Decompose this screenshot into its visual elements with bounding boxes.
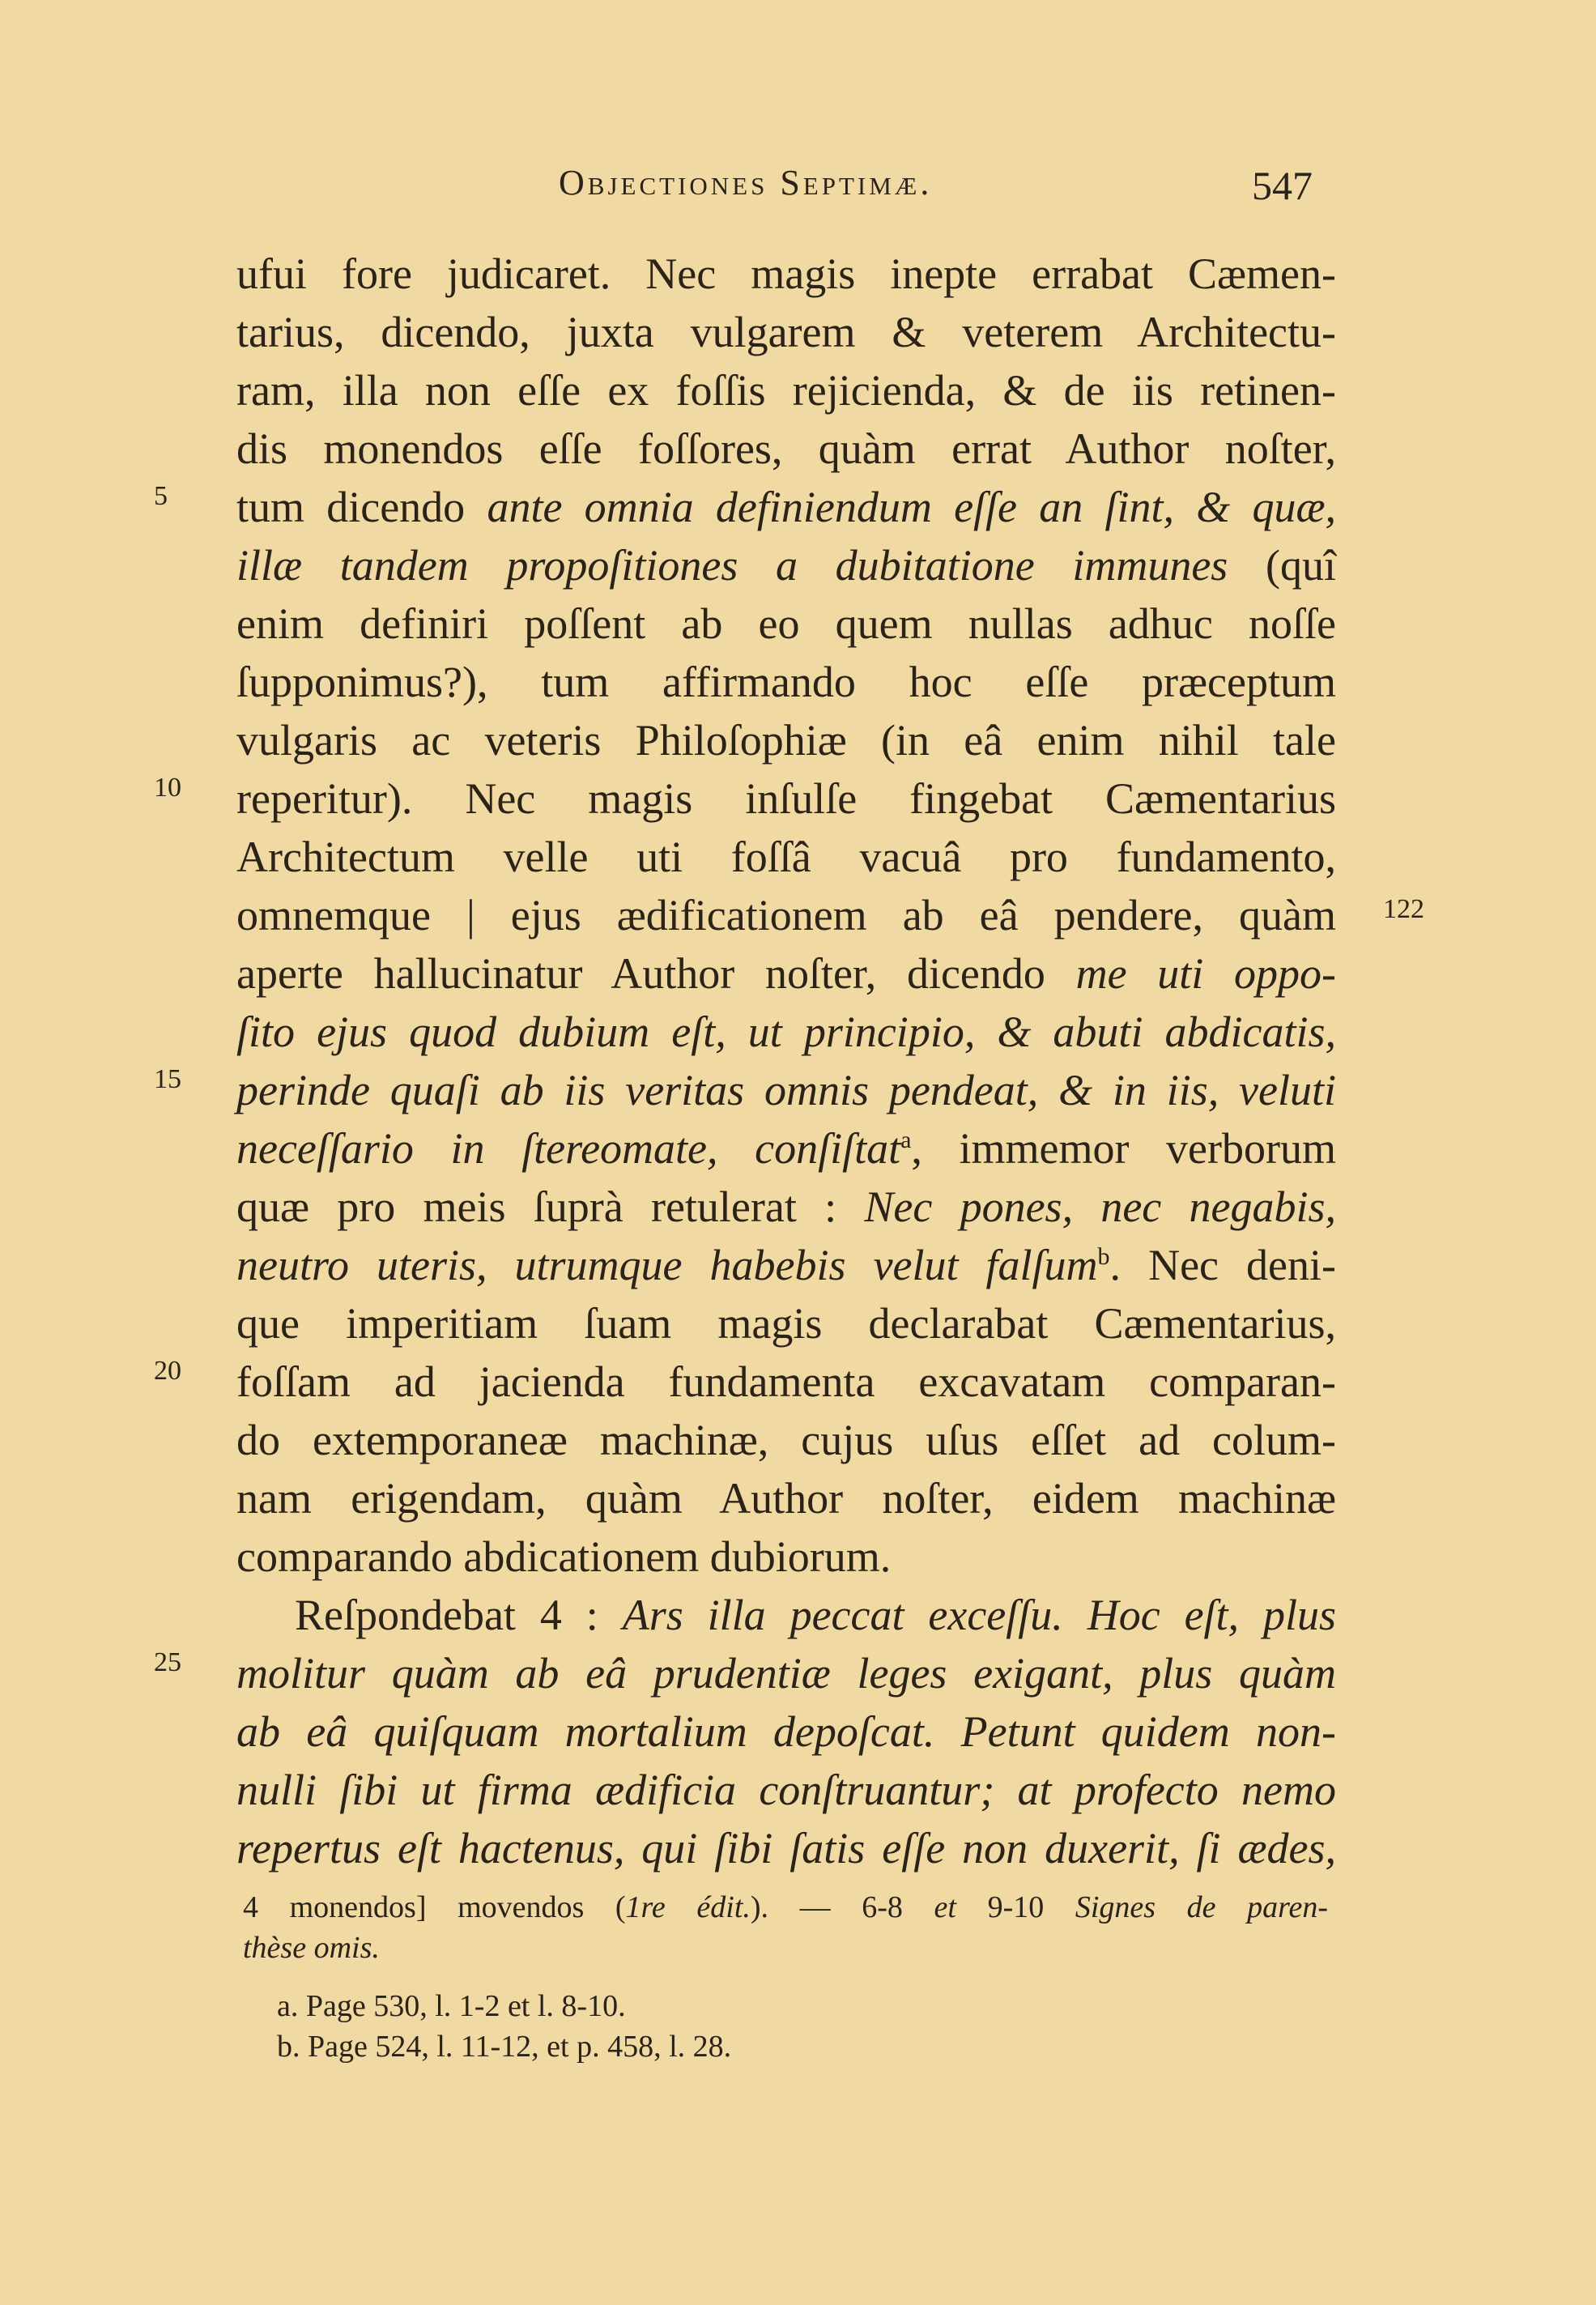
italic-run: repertus eſt hactenus, qui ſibi ſatis eſſe non duxerit, ſi ædes, <box>236 1824 1336 1873</box>
italic-run: Signes de paren- <box>1075 1890 1329 1924</box>
text-line-25 <box>236 1644 1336 1702</box>
text-run: , immemor verborum <box>911 1124 1336 1173</box>
footnote-b: b. Page 524, l. 11-12, et p. 458, l. 28. <box>277 2030 732 2064</box>
margin-reference: 122 <box>1383 894 1424 924</box>
text-run: (quî <box>1266 541 1336 590</box>
text-line-22: nam erigendam, quàm Author noſter, eidem machinæ <box>236 1474 1336 1523</box>
text-line-3: ram, illa non eſſe ex foſſis rejicienda, & de iis retinen- <box>236 366 1336 415</box>
line-number-5: 5 <box>154 481 168 511</box>
text-line-28 <box>236 1819 1336 1877</box>
italic-run: nulli ſibi ut firma ædificia conſtruantur; at profecto nemo <box>236 1766 1336 1814</box>
text-line-27 <box>236 1761 1336 1819</box>
italic-run: ſito ejus quod dubium eſt, ut principio, & abuti abdicatis, <box>236 1008 1336 1056</box>
footnote-a: a. Page 530, l. 1-2 et l. 8-10. <box>277 1989 626 2023</box>
italic-run: me uti oppo- <box>1075 949 1336 998</box>
italic-run: ab eâ quiſquam mortalium depoſcat. Petunt quidem non- <box>236 1707 1336 1756</box>
italic-run: molitur quàm ab eâ prudentiæ leges exigant, plus quàm <box>236 1649 1336 1698</box>
text-run: 9-10 <box>987 1890 1045 1924</box>
italic-run: ante omnia definiendum eſſe an ſint, & quæ, <box>487 483 1336 531</box>
text-line-26 <box>236 1702 1336 1761</box>
text-line-20: foſſam ad jacienda fundamenta excavatam comparan- <box>236 1357 1336 1406</box>
text-line-14 <box>236 1003 1336 1061</box>
page-number: 547 <box>1252 163 1313 208</box>
text-line-12: omnemque | ejus ædificationem ab eâ pendere, quàm <box>236 891 1336 939</box>
italic-run: Nec pones, nec negabis, <box>864 1182 1337 1231</box>
text-line-10: reperitur). Nec magis inſulſe fingebat Cæmentarius <box>236 774 1336 823</box>
text-line-21: do extemporaneæ machinæ, cujus uſus eſſet ad colum- <box>236 1416 1336 1464</box>
text-run: . Nec deni- <box>1109 1241 1336 1289</box>
text-line-19: que imperitiam ſuam magis declarabat Cæmentarius, <box>236 1299 1336 1348</box>
text-run: 4 monendos] movendos ( <box>243 1890 626 1924</box>
text-run: tum dicendo <box>236 483 466 531</box>
text-line-5 <box>236 478 1336 536</box>
line-number-15: 15 <box>154 1064 181 1094</box>
italic-run: neutro uteris, utrumque habebis velut falſum <box>236 1241 1098 1289</box>
variant-note-line-1 <box>243 1887 1328 1928</box>
italic-run: thèse omis. <box>243 1931 380 1965</box>
text-line-17 <box>236 1178 1336 1236</box>
text-line-15 <box>236 1061 1336 1119</box>
text-run: aperte hallucinatur Author noſter, dicendo <box>236 949 1045 998</box>
text-line-1: ufui fore judicaret. Nec magis inepte errabat Cæmen- <box>236 249 1336 298</box>
text-line-11: Architectum velle uti foſſâ vacuâ pro fundamento, <box>236 833 1336 881</box>
text-line-18 <box>236 1236 1336 1294</box>
text-run: Reſpondebat 4 : <box>295 1591 598 1639</box>
text-line-7: enim definiri poſſent ab eo quem nullas adhuc noſſe <box>236 599 1336 648</box>
variant-note-line-2 <box>243 1928 1328 1968</box>
text-line-6 <box>236 536 1336 594</box>
text-line-16 <box>236 1119 1336 1178</box>
text-run: quæ pro meis ſuprà retulerat : <box>236 1182 837 1231</box>
text-line-4: dis monendos eſſe foſſores, quàm errat Author noſter, <box>236 424 1336 473</box>
footnote-marker-a: a <box>900 1127 912 1153</box>
italic-run: neceſſario in ſtereomate, conſiſtat <box>236 1124 901 1173</box>
italic-run: Ars illa peccat exceſſu. Hoc eſt, plus <box>622 1591 1336 1639</box>
text-line-13 <box>236 944 1336 1003</box>
text-line-24 <box>295 1586 1336 1644</box>
text-line-8: ſupponimus?), tum affirmando hoc eſſe præceptum <box>236 658 1336 706</box>
italic-run: perinde quaſi ab iis veritas omnis pendeat, & in iis, veluti <box>236 1066 1336 1114</box>
line-number-20: 20 <box>154 1356 181 1386</box>
running-title: Objectiones Septimæ. <box>559 163 933 202</box>
footnote-marker-b: b <box>1097 1243 1110 1270</box>
italic-run: 1re édit. <box>625 1890 751 1924</box>
text-run: ). — 6-8 <box>750 1890 903 1924</box>
italic-run: illæ tandem propoſitiones a dubitatione immunes <box>236 541 1228 590</box>
line-number-10: 10 <box>154 773 181 803</box>
text-line-2: tarius, dicendo, juxta vulgarem & veterem Architectu- <box>236 308 1336 356</box>
line-number-25: 25 <box>154 1647 181 1677</box>
text-line-23: comparando abdicationem dubiorum. <box>236 1532 892 1581</box>
italic-run: et <box>934 1890 956 1924</box>
text-line-9: vulgaris ac veteris Philoſophiæ (in eâ enim nihil tale <box>236 716 1336 765</box>
